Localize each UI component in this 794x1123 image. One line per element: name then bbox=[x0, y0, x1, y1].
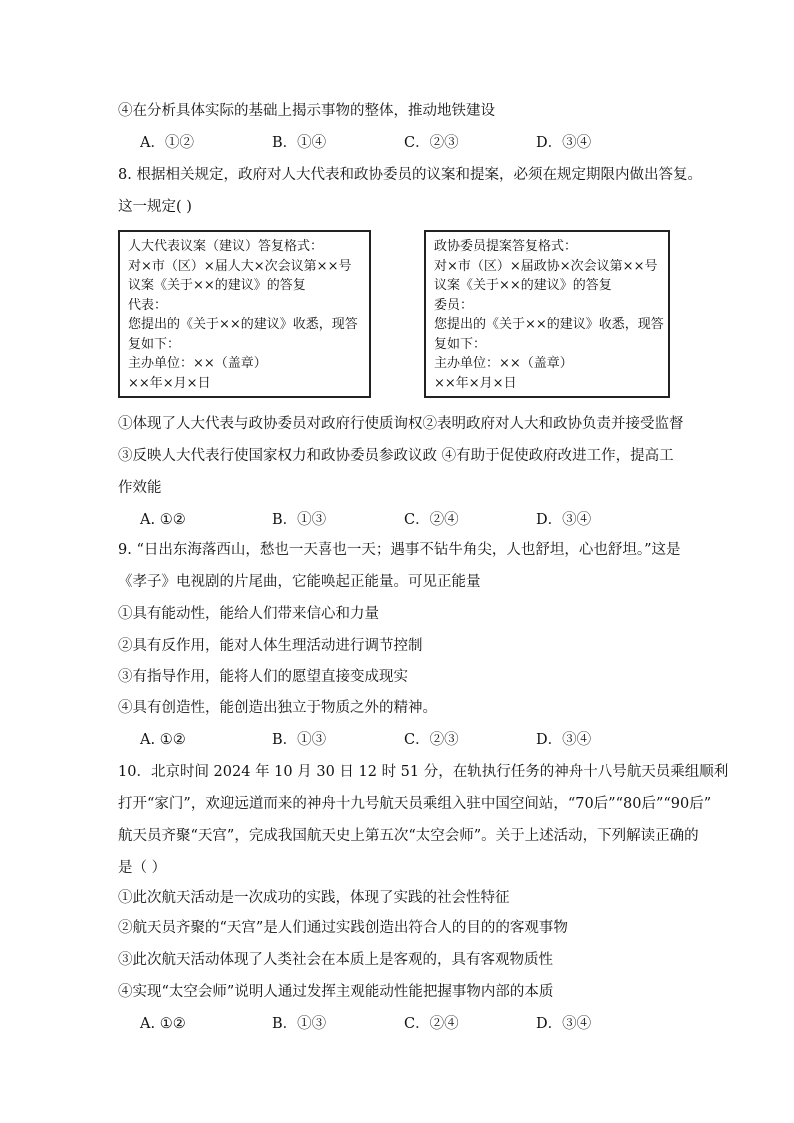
box-line: 您提出的《关于××的建议》收悉，现答 bbox=[434, 317, 664, 332]
q10-item: ①此次航天活动是一次成功的实践，体现了实践的社会性特征 bbox=[118, 890, 510, 906]
box-line: 人大代表议案（建议）答复格式： bbox=[128, 239, 324, 254]
option-c: C．②③ bbox=[404, 135, 459, 151]
box-line: 议案《关于××的建议》的答复 bbox=[128, 278, 306, 293]
option-a: A. ①② bbox=[140, 512, 186, 528]
option-d: D．③④ bbox=[536, 135, 592, 151]
option-c: C．②④ bbox=[404, 1016, 459, 1032]
q9-stem-cont: 《孝子》电视剧的片尾曲，它能唤起正能量。可见正能量 bbox=[118, 574, 481, 590]
option-c: C．②③ bbox=[404, 732, 459, 748]
q10-stem-cont: 航天员齐聚“天宫”，完成我国航天史上第五次“太空会师”。关于上述活动，下列解读正确的 bbox=[118, 828, 699, 844]
q9-options bbox=[140, 730, 668, 750]
box-line: 议案《关于××的建议》的答复 bbox=[434, 278, 612, 293]
option-a: A. ①② bbox=[140, 1016, 186, 1032]
q10-item: ③此次航天活动体现了人类社会在本质上是客观的，具有客观物质性 bbox=[118, 952, 553, 968]
option-a: A．①② bbox=[140, 135, 194, 151]
box-line: 复如下： bbox=[434, 336, 487, 352]
q9-item: ①具有能动性，能给人们带来信心和力量 bbox=[118, 606, 379, 622]
q10-stem-cont: 打开“家门”，欢迎远道而来的神舟十九号航天员乘组入驻中国空间站，“70后”“80后”“90后” bbox=[118, 796, 712, 812]
q10-options bbox=[140, 1014, 668, 1034]
q9-item: ④具有创造性，能创造出独立于物质之外的精神。 bbox=[118, 700, 437, 716]
box-line: 主办单位：××（盖章） bbox=[128, 356, 267, 371]
npc-reply-format-box bbox=[118, 230, 371, 398]
q7-item-4: ④在分析具体实际的基础上揭示事物的整体，推动地铁建设 bbox=[118, 103, 495, 119]
box-line: 复如下： bbox=[128, 336, 181, 352]
box-line: 主办单位：××（盖章） bbox=[434, 356, 573, 371]
q10-stem: 10．北京时间 2024 年 10 月 30 日 12 时 51 分，在轨执行任务的神舟十八号航天员乘组顺利 bbox=[118, 764, 729, 780]
q8-items-cont: 作效能 bbox=[118, 480, 162, 496]
box-line: 对×市（区）×届人大×次会议第××号 bbox=[128, 258, 352, 274]
q8-items-3-4: ③反映人大代表行使国家权力和政协委员参政议政 ④有助于促使政府改进工作，提高工 bbox=[118, 448, 674, 464]
q10-item: ②航天员齐聚的“天宫”是人们通过实践创造出符合人的目的的客观事物 bbox=[118, 920, 568, 936]
q9-stem: 9. “日出东海落西山，愁也一天喜也一天；遇事不钻牛角尖，人也舒坦，心也舒坦。”这是 bbox=[118, 542, 681, 558]
option-d: D．③④ bbox=[536, 1016, 592, 1032]
option-a: A. ①② bbox=[140, 732, 186, 748]
box-line: 委员： bbox=[434, 297, 474, 313]
box-line: 您提出的《关于××的建议》收悉，现答 bbox=[128, 317, 358, 332]
option-c: C．②④ bbox=[404, 512, 459, 528]
box-line: 对×市（区）×届政协×次会议第××号 bbox=[434, 258, 658, 274]
q8-stem-cont: 这一规定( ) bbox=[118, 199, 192, 215]
q8-stem: 8. 根据相关规定，政府对人大代表和政协委员的议案和提案，必须在规定期限内做出答复。 bbox=[118, 167, 702, 183]
option-b: B．①③ bbox=[272, 732, 327, 748]
option-b: B．①③ bbox=[272, 1016, 327, 1032]
box-line: ××年×月×日 bbox=[434, 375, 517, 391]
box-line: 政协委员提案答复格式： bbox=[434, 239, 578, 254]
q8-items-1-2: ①体现了人大代表与政协委员对政府行使质询权②表明政府对人大和政协负责并接受监督 bbox=[118, 416, 684, 432]
box-line: 代表： bbox=[128, 297, 168, 313]
option-b: B．①③ bbox=[272, 512, 327, 528]
q8-options bbox=[140, 510, 668, 530]
q9-item: ③有指导作用，能将人们的愿望直接变成现实 bbox=[118, 669, 408, 685]
q10-stem-cont: 是（ ） bbox=[118, 860, 167, 876]
option-d: D．③④ bbox=[536, 512, 592, 528]
q9-item: ②具有反作用，能对人体生理活动进行调节控制 bbox=[118, 638, 423, 654]
box-line: ××年×月×日 bbox=[128, 375, 211, 391]
cppcc-reply-format-box bbox=[424, 230, 670, 398]
option-b: B．①④ bbox=[272, 135, 327, 151]
option-d: D．③④ bbox=[536, 732, 592, 748]
q10-item: ④实现“太空会师”说明人通过发挥主观能动性能把握事物内部的本质 bbox=[118, 984, 554, 1000]
q7-options bbox=[140, 133, 668, 153]
